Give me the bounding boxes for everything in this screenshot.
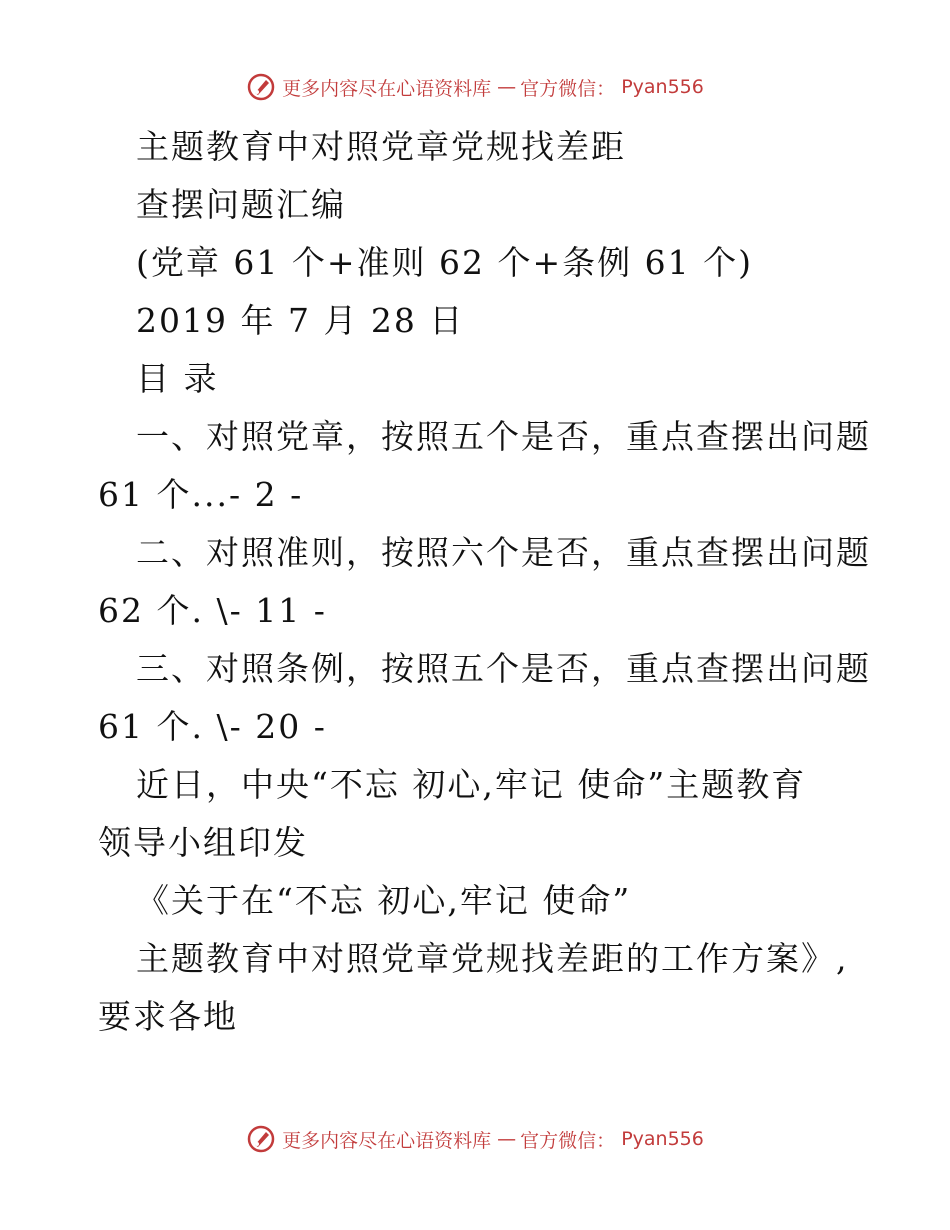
toc-item-2[interactable]: 二、对照准则，按照六个是否，重点查摆出问题: [136, 533, 871, 572]
watermark-text: 更多内容尽在心语资料库: [282, 1129, 492, 1152]
watermark-id: Pyan556: [621, 1128, 704, 1150]
document-counts: (党章 61 个+准则 62 个+条例 61 个): [136, 243, 753, 282]
document-title: 主题教育中对照党章党规找差距: [136, 127, 626, 166]
watermark-dash: —: [497, 1128, 515, 1150]
body-paragraph-line: 要求各地: [98, 997, 238, 1036]
body-paragraph-line: 近日，中央“不忘 初心,牢记 使命”主题教育: [136, 765, 807, 804]
document-subtitle: 查摆问题汇编: [136, 185, 346, 224]
pen-circle-logo-icon: [246, 1124, 276, 1154]
toc-item-1[interactable]: 一、对照党章，按照五个是否，重点查摆出问题: [136, 417, 871, 456]
body-paragraph-line: 《关于在“不忘 初心,牢记 使命”: [136, 881, 632, 920]
watermark-label: 官方微信：: [520, 1129, 616, 1152]
watermark-label: 官方微信：: [520, 77, 616, 100]
document-date: 2019 年 7 月 28 日: [136, 301, 465, 340]
footer-watermark: [0, 1124, 950, 1154]
header-watermark: [0, 72, 950, 102]
document-content: [98, 118, 871, 1046]
toc-heading: 目 录: [136, 359, 219, 398]
toc-item-1-page[interactable]: 61 个...- 2 -: [98, 475, 304, 514]
body-paragraph-line: 主题教育中对照党章党规找差距的工作方案》,: [136, 939, 849, 978]
watermark-text: 更多内容尽在心语资料库: [282, 77, 492, 100]
watermark-id: Pyan556: [621, 76, 704, 98]
toc-item-3-page[interactable]: 61 个. \- 20 -: [98, 707, 327, 746]
toc-item-3[interactable]: 三、对照条例，按照五个是否，重点查摆出问题: [136, 649, 871, 688]
watermark-dash: —: [497, 76, 515, 98]
body-paragraph-line: 领导小组印发: [98, 823, 308, 862]
pen-circle-logo-icon: [246, 72, 276, 102]
toc-item-2-page[interactable]: 62 个. \- 11 -: [98, 591, 327, 630]
